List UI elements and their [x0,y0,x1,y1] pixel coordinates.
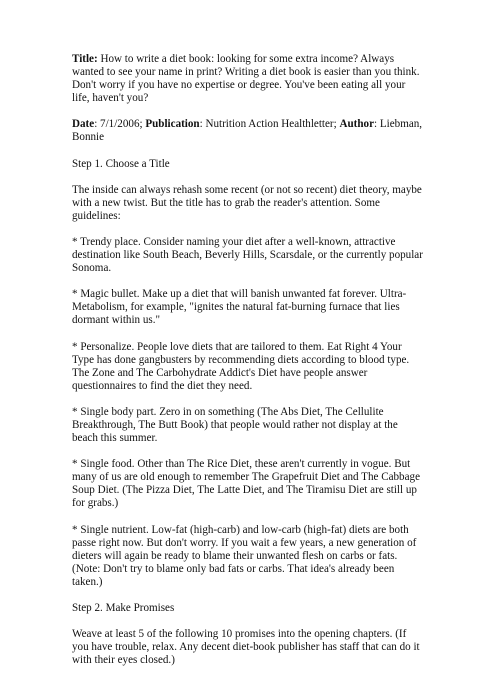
guideline-personalize: * Personalize. People love diets that are tailored to them. Eat Right 4 Your Type has done gangbusters by recommending diets according to blood type. The Zone and The Carbohydrate Addict's Diet have people answer questionnaires to find the diet they need. [72,340,410,392]
guideline-magic-bullet: * Magic bullet. Make up a diet that will banish unwanted fat forever. Ultra-Metabolism, for example, "ignites the natural fat-burning furnace that lies dormant within us." [72,288,407,327]
author-label: Author [339,118,375,131]
title-label: Title: [72,53,98,65]
title-paragraph [72,53,424,105]
intro-paragraph: The inside can always rehash some recent (or not so recent) diet theory, maybe with a new twist. But the title has to grab the reader's attention. Some guidelines: [72,183,422,222]
publication-value: : Nutrition Action Healthletter; [199,118,340,131]
document-page [72,53,424,680]
title-text: How to write a diet book: looking for some extra income? Always wanted to see your name in print? Writing a diet book is easier than you think. Don't worry if you have no expertise or degree. You've been eating all your life, haven't you? [72,53,420,105]
step-2-heading: Step 2. Make Promises [72,602,175,614]
step-1-heading: Step 1. Choose a Title [72,157,170,170]
date-value: : 7/1/2006; [94,118,146,131]
guideline-trendy-place: * Trendy place. Consider naming your diet after a well-known, attractive destination like South Beach, Beverly Hills, Scarsdale, or the currently popular Sonoma. [72,235,423,275]
guideline-single-body-part: * Single body part. Zero in on something (The Abs Diet, The Cellulite Breakthrough, The Butt Book) that people would rather not display at the beach this summer. [72,405,398,445]
meta-paragraph [72,118,424,144]
date-label: Date [72,118,95,131]
guideline-single-food: * Single food. Other than The Rice Diet, these aren't currently in vogue. But many of us are old enough to remember The Grapefruit Diet and The Cabbage Soup Diet. (The Pizza Diet, The Latte Diet, and The Tiramisu Diet are still up for grabs.) [72,458,421,510]
publication-label: Publication [145,118,200,131]
guideline-single-nutrient: * Single nutrient. Low-fat (high-carb) and low-carb (high-fat) diets are both passe right now. But don't worry. If you wait a few years, a new generation of dieters will again be ready to blame their unwanted flesh on carbs or fats. (Note: Don't try to blame only bad fats or carbs. That idea's already been taken.) [72,523,417,588]
author-value: : Liebman, Bonnie [72,118,423,144]
promises-paragraph: Weave at least 5 of the following 10 promises into the opening chapters. (If you have trouble, relax. Any decent diet-book publisher has staff that can do it with their eyes closed.) [72,628,420,667]
